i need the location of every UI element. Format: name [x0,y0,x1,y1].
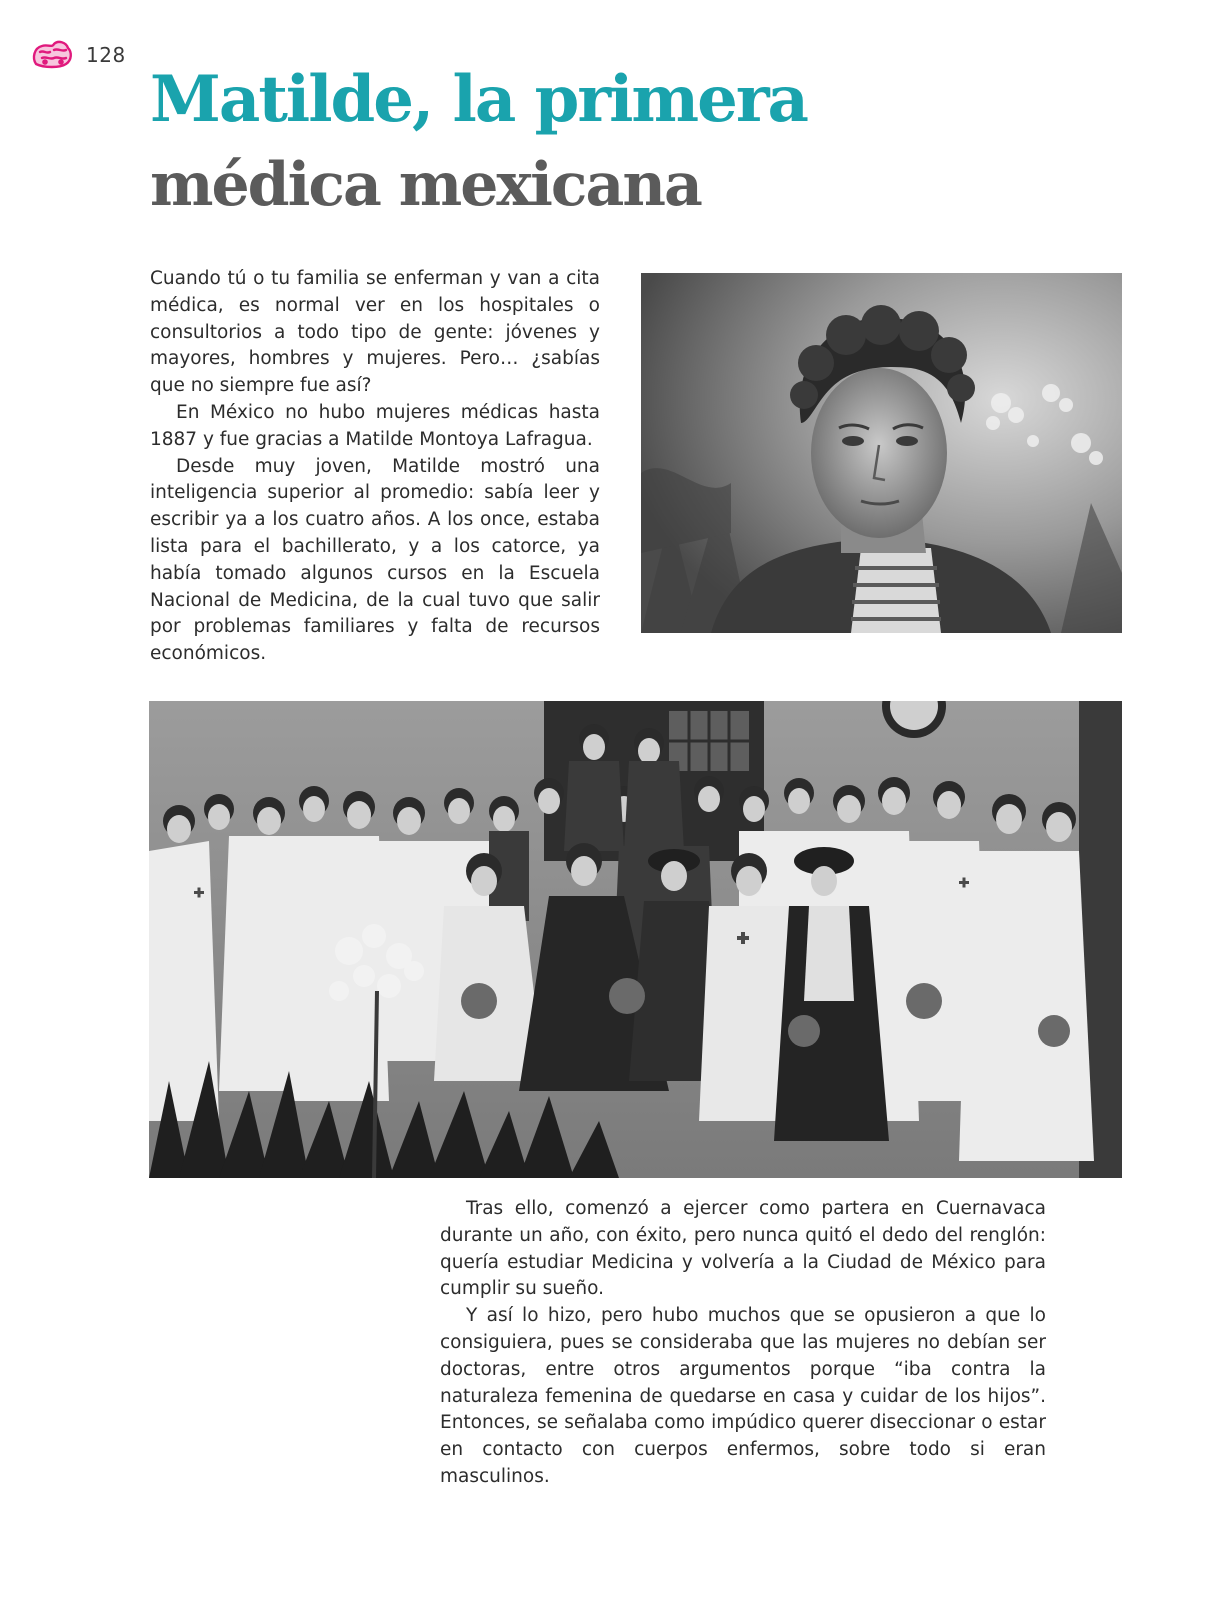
paragraph: Tras ello, comenzó a ejercer como partera en Cuernavaca durante un año, con éxito, pero nunca quitó el dedo del renglón: quería estudiar Medicina y volvería a la Ciudad de México para cumplir su sueño. [440,1198,1046,1300]
portrait-image [641,273,1122,633]
paragraph: Cuando tú o tu familia se enferman y van a cita médica, es normal ver en los hospitales o consultorios a todo tipo de gente: jóvenes y mayores, hombres y mujeres. Pero… ¿sabías que no siempre fue así? [150,268,600,397]
paragraph: En México no hubo mujeres médicas hasta 1887 y fue gracias a Matilde Montoya Lafragua. [150,401,600,450]
paragraph: Y así lo hizo, pero hubo muchos que se opusieron a que lo consiguiera, pues se consideraba que las mujeres no debían ser doctoras, entre otros argumentos porque “iba contra la naturaleza femenina de quedarse en casa y cuidar de los hijos”. Entonces, se señalaba como impúdico querer diseccionar o estar en contacto con cuerpos enfermos, sobre todo si eran masculinos. [440,1305,1046,1487]
page-number: 128 [86,43,126,67]
article-column-top [150,266,600,668]
pink-emblem-icon [30,38,76,72]
group-image [149,701,1122,1178]
paragraph: Desde muy joven, Matilde mostró una inteligencia superior al promedio: sabía leer y escribir ya a los cuatro años. A los once, estaba lista para el bachillerato, y a los catorce, ya había tomado algunos cursos en la Escuela Nacional de Medicina, de la cual tuvo que salir por problemas familiares y falta de recursos económicos. [150,455,600,665]
article-column-bottom [440,1196,1046,1491]
page-subtitle: médica mexicana [150,150,701,220]
page-title: Matilde, la primera [150,62,807,137]
group-photo [149,701,1122,1178]
portrait-photo [641,273,1122,633]
page-header [30,38,126,72]
